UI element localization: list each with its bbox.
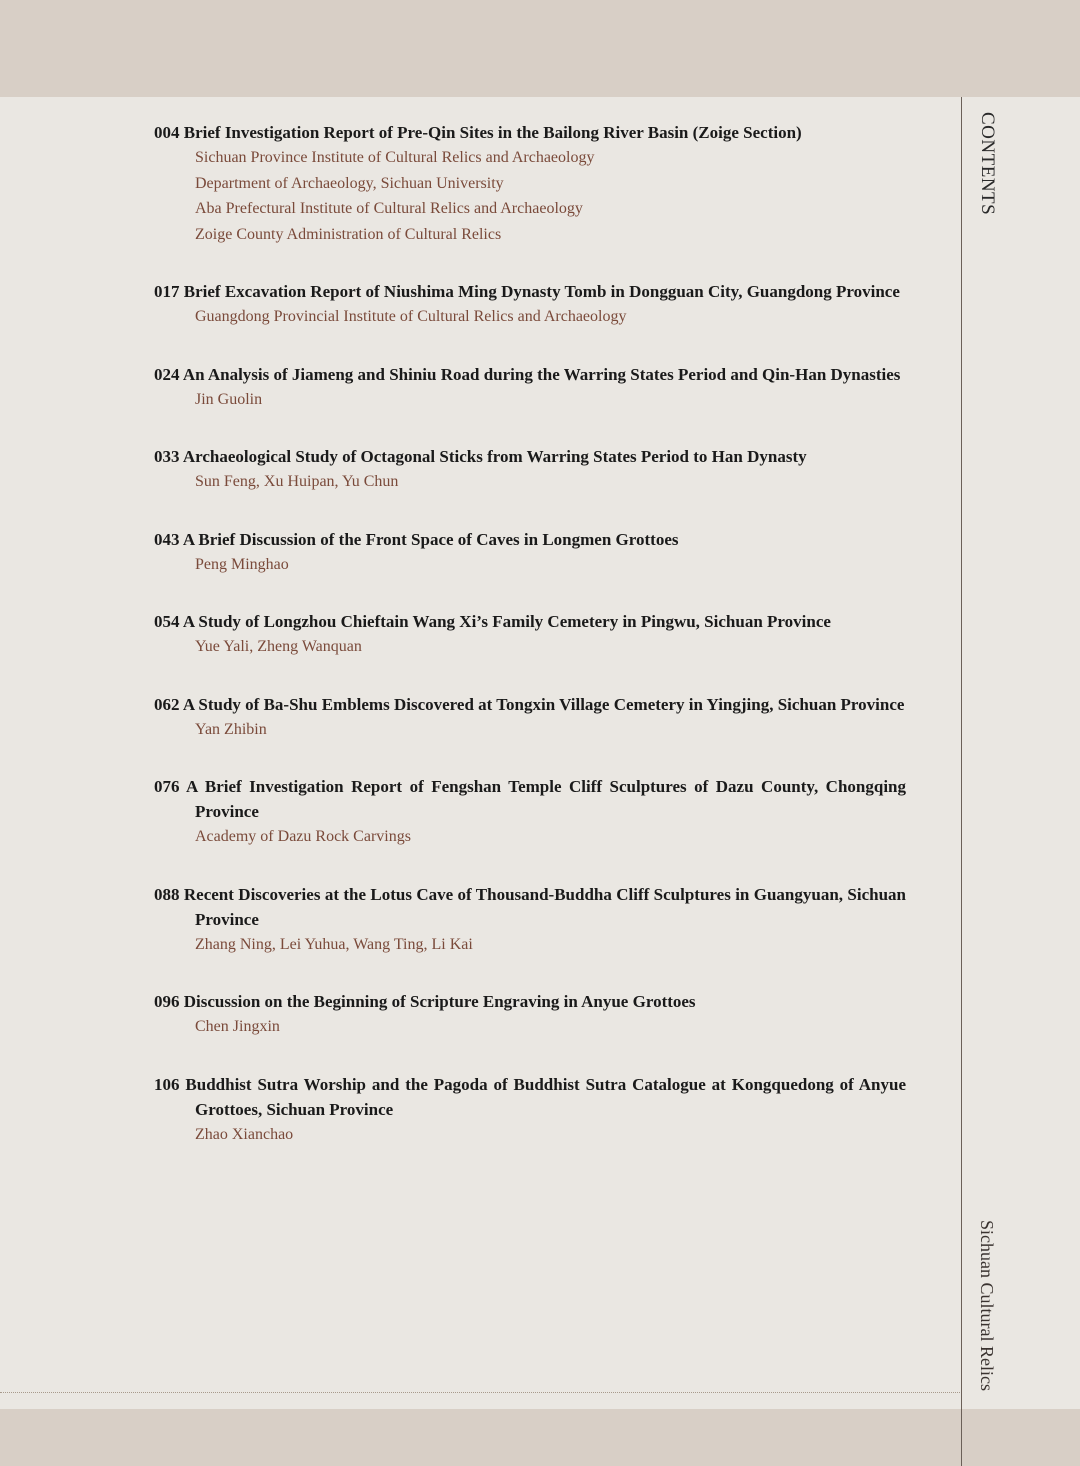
author-line: Yan Zhibin: [195, 720, 267, 738]
entry-title: [154, 279, 906, 304]
author-line: Sichuan Province Institute of Cultural Relics and Archaeology: [195, 149, 595, 166]
article-title: An Analysis of Jiameng and Shiniu Road during the Warring States Period and Qin-Han Dynasties: [182, 364, 901, 384]
entry-authors: [154, 717, 906, 743]
entry-title: [154, 362, 906, 387]
article-title: Archaeological Study of Octagonal Sticks from Warring States Period to Han Dynasty: [182, 447, 807, 466]
entry-authors: [154, 304, 906, 330]
contents-entry[interactable]: [154, 882, 906, 958]
article-title: Brief Excavation Report of Niushima Ming Dynasty Tomb in Dongguan City, Guangdong Province: [183, 282, 900, 301]
entry-title: [154, 444, 906, 469]
vertical-divider: [961, 97, 962, 1466]
bottom-band: [0, 1409, 1080, 1466]
author-line: Department of Archaeology, Sichuan University: [195, 174, 504, 192]
contents-entry[interactable]: [154, 444, 906, 495]
entry-authors: [154, 145, 906, 247]
entry-title: [154, 609, 906, 634]
entry-authors: [154, 1122, 906, 1148]
author-line: Sun Feng, Xu Huipan, Yu Chun: [195, 473, 399, 490]
contents-heading: CONTENTS: [977, 112, 998, 216]
top-band: [0, 0, 1080, 97]
contents-entry[interactable]: [154, 527, 906, 578]
page-number: 062: [154, 694, 180, 714]
article-title: A Brief Investigation Report of Fengshan Temple Cliff Sculptures of Dazu County, Chongqing Province: [186, 777, 907, 821]
page-number: 024: [154, 364, 180, 384]
contents-entry[interactable]: [154, 774, 906, 850]
contents-list: [154, 120, 906, 1147]
entry-authors: [154, 552, 906, 578]
author-line: Peng Minghao: [195, 555, 289, 573]
contents-entry[interactable]: [154, 120, 906, 247]
article-title: A Study of Longzhou Chieftain Wang Xi’s Family Cemetery in Pingwu, Sichuan Province: [182, 612, 831, 631]
article-title: Buddhist Sutra Worship and the Pagoda of Buddhist Sutra Catalogue at Kongquedong of Anyue Grottoes, Sichuan Province: [185, 1074, 907, 1119]
contents-entry[interactable]: [154, 609, 906, 660]
page-number: 096: [154, 992, 180, 1011]
entry-authors: [154, 824, 906, 850]
contents-entry[interactable]: [154, 692, 906, 743]
page-number: 033: [154, 447, 180, 466]
author-line: Academy of Dazu Rock Carvings: [195, 828, 411, 845]
page-number: 088: [154, 884, 180, 904]
entry-authors: [154, 469, 906, 495]
entry-authors: [154, 634, 906, 660]
author-line: Zhang Ning, Lei Yuhua, Wang Ting, Li Kai: [195, 935, 473, 953]
article-title: Recent Discoveries at the Lotus Cave of Thousand-Buddha Cliff Sculptures in Guangyuan, Sichuan Province: [183, 884, 907, 929]
entry-title: [154, 774, 906, 824]
entry-title: [154, 1072, 906, 1122]
contents-entry[interactable]: [154, 279, 906, 330]
author-line: Guangdong Provincial Institute of Cultural Relics and Archaeology: [195, 308, 627, 325]
page-number: 106: [154, 1074, 180, 1094]
entry-title: [154, 527, 906, 552]
page-number: 004: [154, 123, 180, 142]
entry-title: [154, 989, 906, 1014]
entry-authors: [154, 932, 906, 958]
footer-dotted-rule: [0, 1392, 962, 1393]
entry-title: [154, 692, 906, 717]
page-number: 017: [154, 282, 180, 301]
entry-authors: [154, 1014, 906, 1040]
author-line: Zhao Xianchao: [195, 1125, 294, 1143]
article-title: A Brief Discussion of the Front Space of Caves in Longmen Grottoes: [182, 529, 679, 549]
author-line: Zoige County Administration of Cultural Relics: [195, 225, 502, 243]
page-number: 076: [154, 777, 180, 796]
contents-entry[interactable]: [154, 362, 906, 413]
page-number: 043: [154, 529, 180, 549]
contents-entry[interactable]: [154, 1072, 906, 1148]
article-title: A Study of Ba-Shu Emblems Discovered at Tongxin Village Cemetery in Yingjing, Sichuan Province: [182, 694, 905, 714]
contents-entry[interactable]: [154, 989, 906, 1040]
author-line: Yue Yali, Zheng Wanquan: [195, 638, 362, 655]
entry-title: [154, 882, 906, 932]
author-line: Chen Jingxin: [195, 1018, 280, 1035]
article-title: Discussion on the Beginning of Scripture Engraving in Anyue Grottoes: [183, 992, 696, 1011]
author-line: Jin Guolin: [195, 390, 263, 408]
page-number: 054: [154, 612, 180, 631]
entry-authors: [154, 387, 906, 413]
article-title: Brief Investigation Report of Pre-Qin Sites in the Bailong River Basin (Zoige Section): [183, 123, 802, 142]
entry-title: [154, 120, 906, 145]
journal-name: Sichuan Cultural Relics: [977, 1220, 997, 1391]
author-line: Aba Prefectural Institute of Cultural Relics and Archaeology: [195, 200, 583, 217]
